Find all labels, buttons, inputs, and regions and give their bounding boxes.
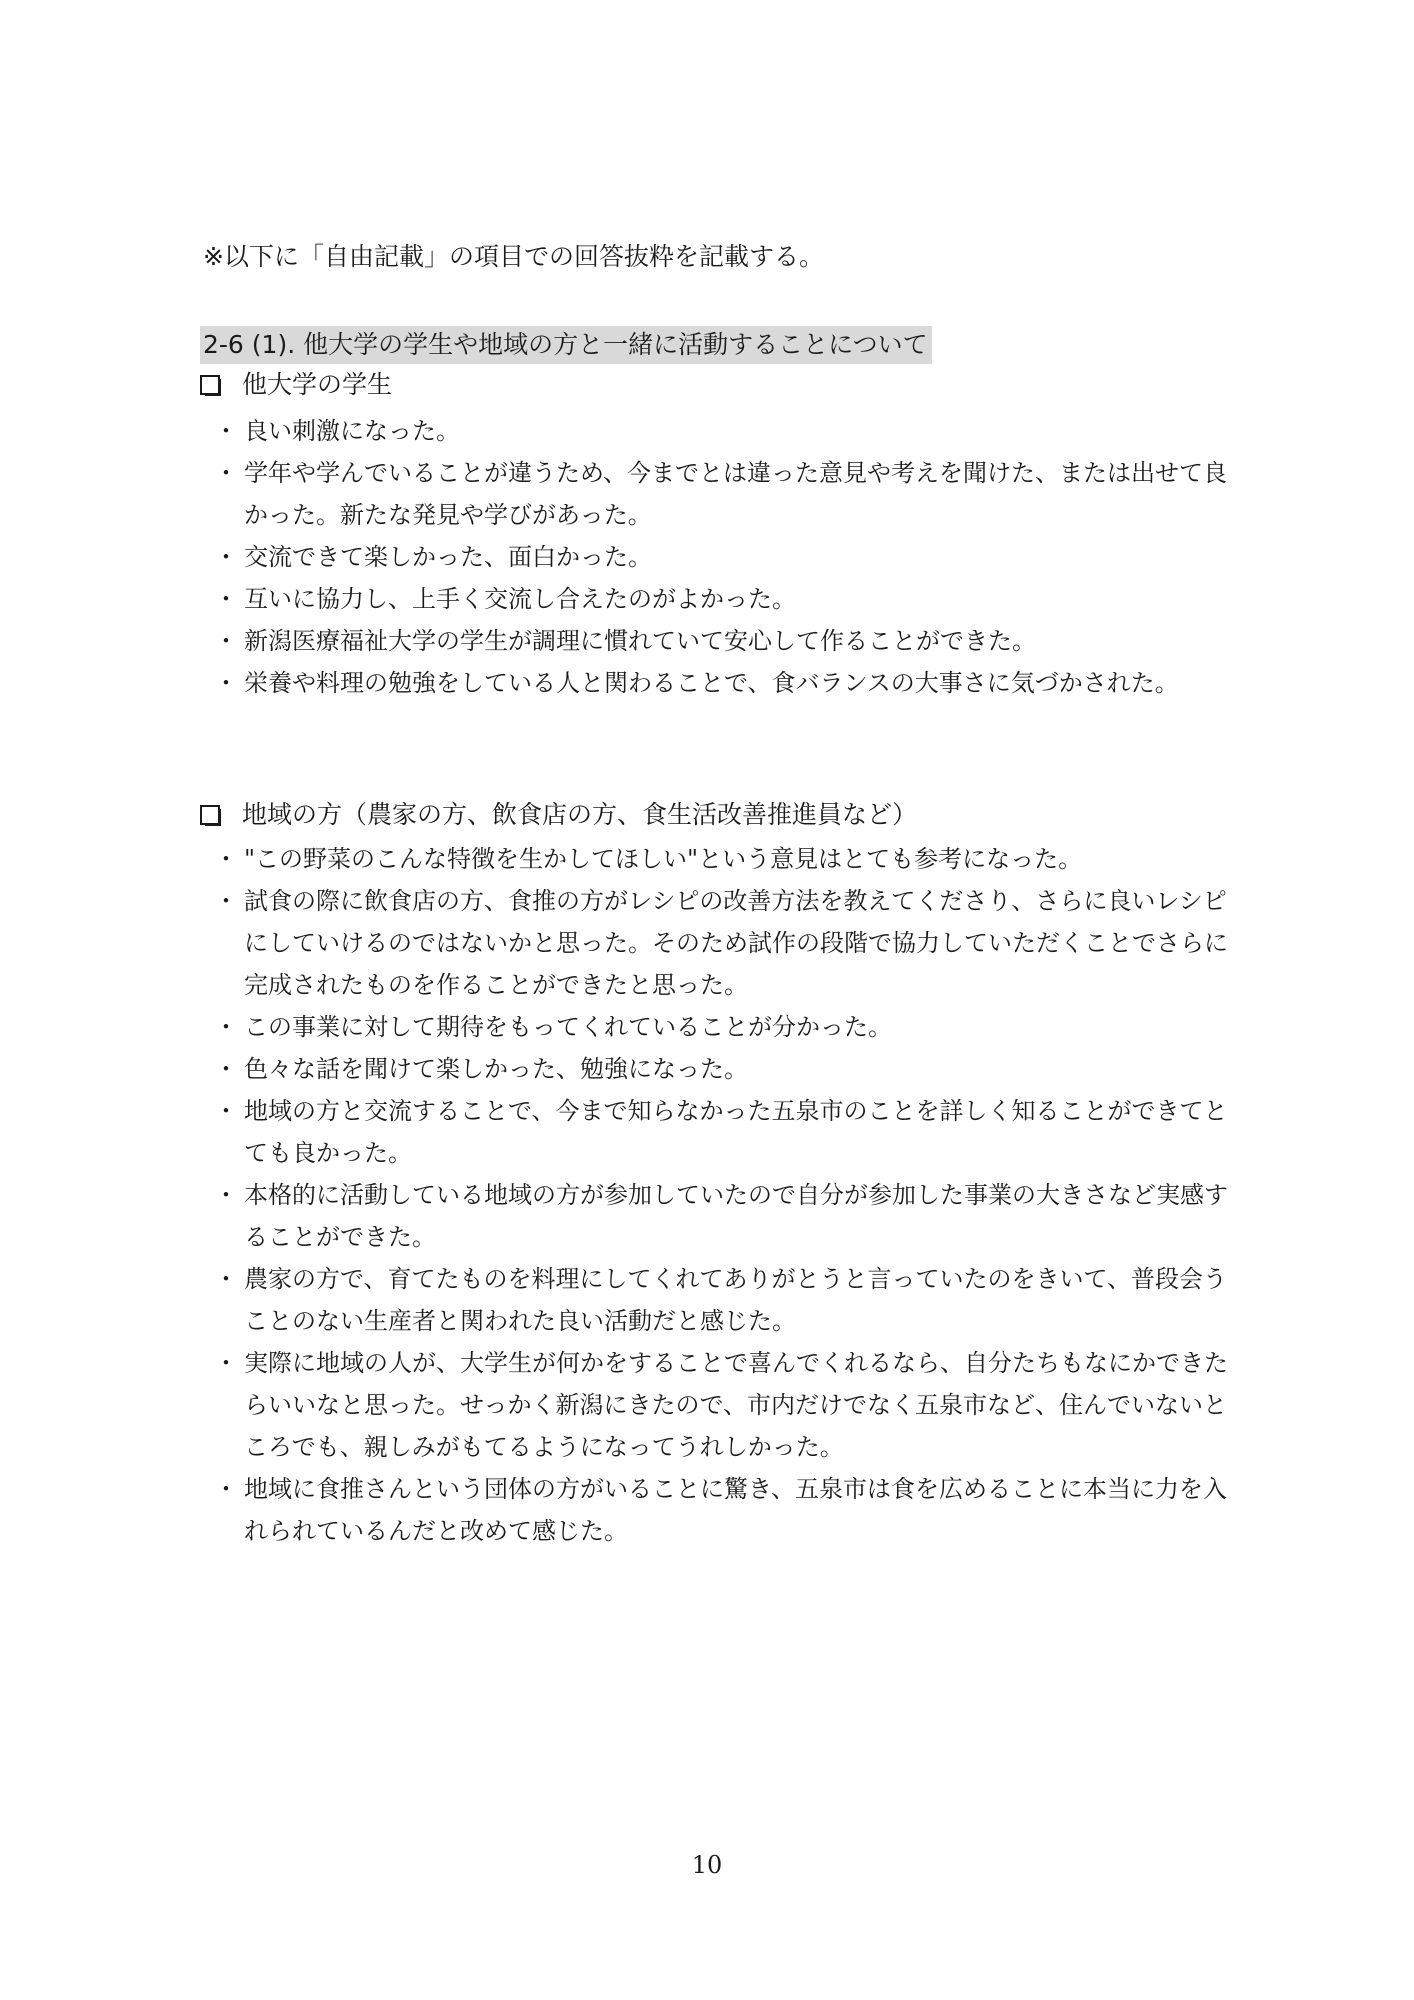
list-item: ・ 良い刺激になった。 [222, 410, 1232, 452]
list-item: ・ 交流できて楽しかった、面白かった。 [222, 536, 1232, 578]
list-item: ・ 地域の方と交流することで、今まで知らなかった五泉市のことを詳しく知ることができてとても良かった。 [222, 1090, 1232, 1174]
list-item: ・ 地域に食推さんという団体の方がいることに驚き、五泉市は食を広めることに本当に力を入れられているんだと改めて感じた。 [222, 1468, 1232, 1552]
list-item: ・ 栄養や料理の勉強をしている人と関わることで、食バランスの大事さに気づかされた。 [222, 662, 1232, 704]
intro-note: ※以下に「自由記載」の項目での回答抜粋を記載する。 [203, 242, 824, 271]
checkbox-icon [200, 805, 220, 825]
group-title-label: 他大学の学生 [242, 370, 393, 399]
list-item: ・ 試食の際に飲食店の方、食推の方がレシピの改善方法を教えてくださり、さらに良いレシピにしていけるのではないかと思った。そのため試作の段階で協力していただくことでさらに完成されたものを作ることができたと思った。 [222, 880, 1232, 1006]
list-item: ・ 互いに協力し、上手く交流し合えたのがよかった。 [222, 578, 1232, 620]
section-heading: 2-6 (1). 他大学の学生や地域の方と一緒に活動することについて [200, 326, 932, 364]
group-title-local-people [200, 798, 917, 832]
list-item: ・ この事業に対して期待をもってくれていることが分かった。 [222, 1006, 1232, 1048]
list-item: ・ 実際に地域の人が、大学生が何かをすることで喜んでくれるなら、自分たちもなにかできたらいいなと思った。せっかく新潟にきたので、市内だけでなく五泉市など、住んでいないところでも、親しみがもてるようになってうれしかった。 [222, 1342, 1232, 1468]
student-comments-list [222, 410, 1232, 704]
list-item: ・ 新潟医療福祉大学の学生が調理に慣れていて安心して作ることができた。 [222, 620, 1232, 662]
list-item: ・ 学年や学んでいることが違うため、今までとは違った意見や考えを聞けた、または出せて良かった。新たな発見や学びがあった。 [222, 452, 1232, 536]
page-number: 10 [691, 1851, 723, 1879]
list-item: ・ 本格的に活動している地域の方が参加していたので自分が参加した事業の大きさなど実感することができた。 [222, 1174, 1232, 1258]
list-item: ・ 農家の方で、育てたものを料理にしてくれてありがとうと言っていたのをきいて、普段会うことのない生産者と関われた良い活動だと感じた。 [222, 1258, 1232, 1342]
list-item: ・ 色々な話を聞けて楽しかった、勉強になった。 [222, 1048, 1232, 1090]
local-people-comments-list [222, 838, 1232, 1552]
checkbox-icon [200, 375, 220, 395]
group-title-label: 地域の方（農家の方、飲食店の方、食生活改善推進員など） [242, 800, 918, 829]
list-item: ・ "この野菜のこんな特徴を生かしてほしい"という意見はとても参考になった。 [222, 838, 1232, 880]
group-title-other-university-students [200, 368, 392, 402]
